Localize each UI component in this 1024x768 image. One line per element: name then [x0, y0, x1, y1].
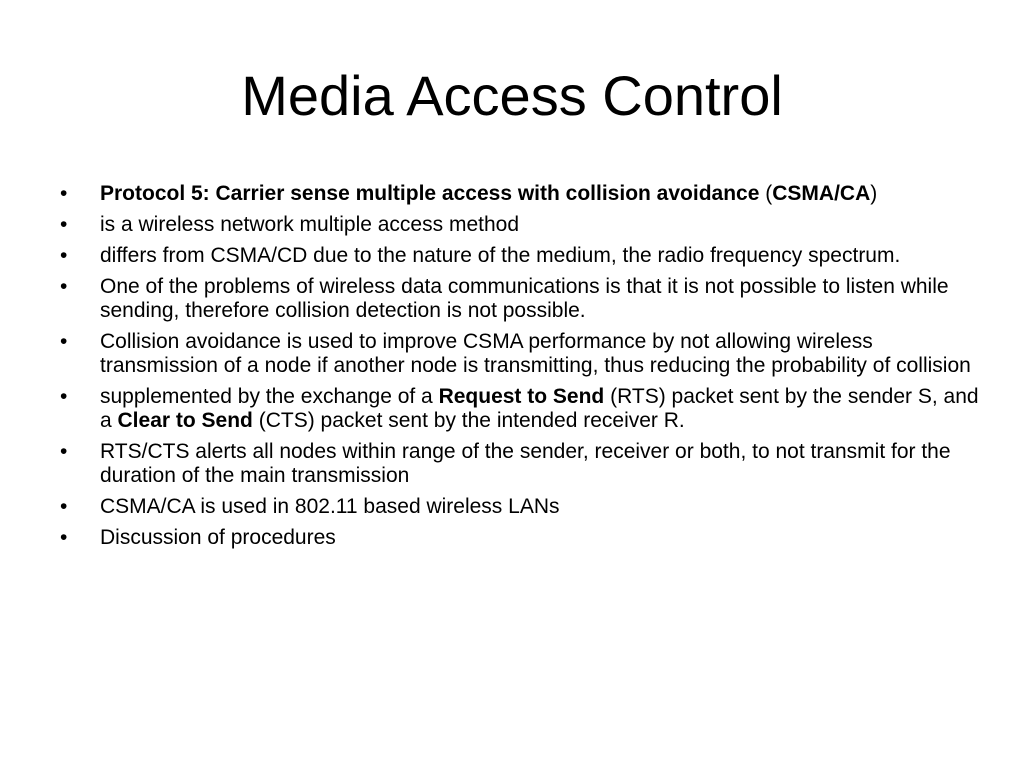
bullet-text: ) [870, 182, 878, 205]
bullet-text: ( [759, 182, 773, 205]
bullet-text: CSMA/CA is used in 802.11 based wireless LANs [100, 495, 560, 518]
bullet-item [60, 275, 980, 323]
bullet-item [60, 526, 980, 550]
bullet-icon: • [60, 244, 68, 267]
bullet-icon: • [60, 495, 68, 518]
bullet-item [60, 440, 980, 488]
bullet-text: Collision avoidance is used to improve CSMA performance by not allowing wireless transmission of a node if another node is transmitting, thus reducing the probability of collision [100, 330, 971, 377]
bullet-icon: • [60, 182, 68, 205]
bullet-item [60, 495, 980, 519]
bullet-item-protocol [60, 182, 980, 206]
bullet-item [60, 330, 980, 378]
bullet-item [60, 244, 980, 268]
bullet-text: Discussion of procedures [100, 526, 336, 549]
bullet-bold-text: Request to Send [438, 385, 605, 408]
bullet-text: (CTS) packet sent by the intended receiver R. [252, 409, 685, 432]
bullet-icon: • [60, 330, 68, 353]
bullet-icon: • [60, 275, 68, 298]
bullet-bold-text: Protocol 5: Carrier sense multiple access with collision avoidance [100, 182, 760, 205]
bullet-list [60, 182, 980, 557]
bullet-icon: • [60, 526, 68, 549]
bullet-text: RTS/CTS alerts all nodes within range of the sender, receiver or both, to not transmit for the duration of the main transmission [100, 440, 951, 487]
bullet-text: is a wireless network multiple access method [100, 213, 519, 236]
bullet-bold-text: CSMA/CA [772, 182, 871, 205]
bullet-text: (RTS) packet sent by the sender S, and a [100, 385, 979, 432]
bullet-text: supplemented by the exchange of a [100, 385, 439, 408]
bullet-icon: • [60, 213, 68, 236]
bullet-text: differs from CSMA/CD due to the nature of the medium, the radio frequency spectrum. [100, 244, 901, 267]
bullet-icon: • [60, 385, 68, 408]
bullet-icon: • [60, 440, 68, 463]
bullet-text: One of the problems of wireless data communications is that it is not possible to listen while sending, therefore collision detection is not possible. [100, 275, 949, 322]
bullet-item-rts-cts [60, 385, 980, 433]
bullet-bold-text: Clear to Send [117, 409, 253, 432]
bullet-item [60, 213, 980, 237]
slide-title: Media Access Control [241, 64, 783, 127]
